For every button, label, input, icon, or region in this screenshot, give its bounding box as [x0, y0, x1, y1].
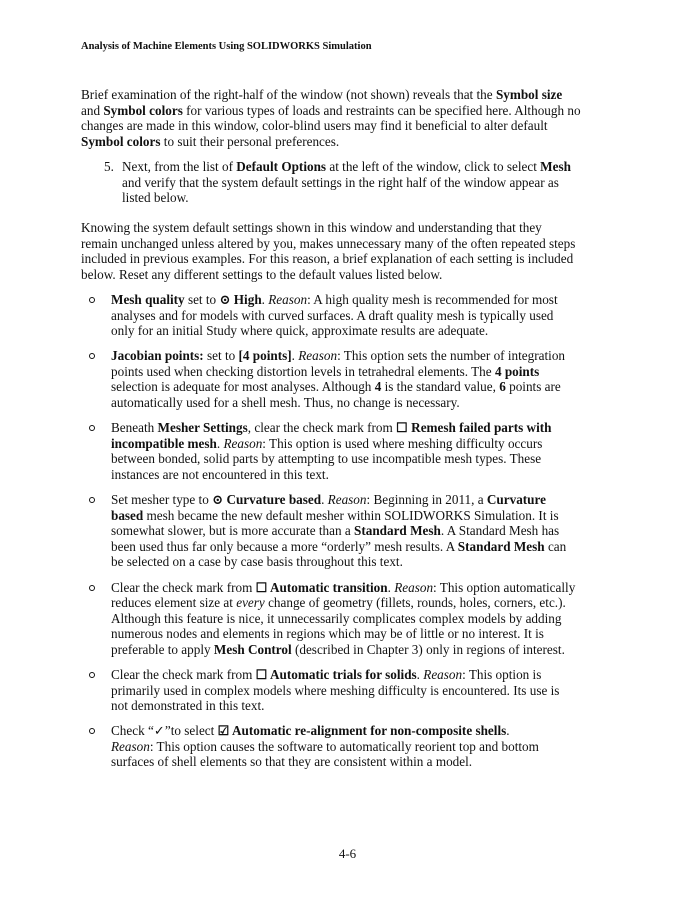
- list-item-automatic-realignment: [87, 723, 577, 770]
- text-run: can be selected on a case by case basis throughout this text.: [111, 538, 567, 570]
- list-item-automatic-trials: [87, 667, 577, 714]
- text-run: Next, from the list of: [122, 159, 237, 174]
- bold-term: Mesh Control: [213, 641, 292, 657]
- text-run: Clear the check mark from: [111, 579, 256, 595]
- text-run: : This option is primarily used in complex models where meshing difficulty is encountered. Its use is not demonstrated in this text.: [111, 666, 560, 714]
- bold-term: ⊙ Curvature based: [212, 492, 322, 508]
- bullet-circle-icon: [89, 728, 95, 734]
- reason-label: Reason: [327, 492, 367, 508]
- reason-label: Reason: [223, 435, 263, 451]
- text-run: and: [81, 102, 104, 118]
- text-run: : This option automatically reduces element size at: [111, 579, 576, 611]
- text-run: is the standard value,: [381, 379, 500, 395]
- bold-term: ☐ Automatic trials for solids: [255, 666, 417, 682]
- bold-term: 4 points: [494, 363, 540, 379]
- text-run: , clear the check mark from: [247, 420, 397, 436]
- defaults-paragraph: Knowing the system default settings shown in this window and understanding that they remain unchanged unless altered by you, makes unnecessary many of the often repeated steps included in previous examples. For this reason, a brief explanation of each setting is included below. Reset any different settings to the default values listed below.: [81, 220, 576, 282]
- text-run: Check “✓”to select: [111, 723, 218, 739]
- text-run: .: [291, 348, 299, 364]
- reason-label: Reason: [268, 292, 308, 307]
- text-run: (described in Chapter 3) only in regions of interest.: [291, 641, 565, 657]
- list-item-remesh-failed-parts: [87, 420, 577, 482]
- text-run: .: [321, 492, 328, 508]
- text-run: and verify that the system default settings in the right half of the window appear as listed below.: [122, 174, 559, 206]
- running-header: Analysis of Machine Elements Using SOLIDWORKS Simulation: [81, 41, 372, 52]
- step-5: [104, 159, 574, 206]
- bold-term: 4: [374, 379, 382, 395]
- step-number: 5.: [104, 159, 114, 174]
- reason-label: Reason: [111, 738, 150, 754]
- bold-term: Symbol size: [495, 87, 563, 102]
- step-text: [122, 159, 574, 206]
- reason-label: Reason: [423, 666, 463, 682]
- text-run: : A high quality mesh is recommended for most analyses and for models with curved surfaces. A draft quality mesh is typically used only for an initial Study where quick, approximate results are adequate.: [111, 292, 558, 339]
- text-run: mesh became the new default mesher within SOLIDWORKS Simulation. It is somewhat slower, but is more accurate than a: [111, 507, 559, 539]
- bold-term: Curvature based: [111, 492, 546, 523]
- text-run: .: [416, 666, 424, 682]
- text-run: : This option sets the number of integration points used when checking distortion levels in tetrahedral elements. The: [111, 348, 566, 379]
- list-item-mesh-quality: [87, 292, 577, 339]
- page-number: 4-6: [338, 846, 357, 861]
- text-run: .: [387, 579, 395, 595]
- text-run: for various types of loads and restraints can be specified here. Although no changes are made in this window, color-blind users may find it beneficial to alter default: [81, 102, 581, 134]
- italic-term: every: [236, 595, 265, 611]
- bullet-circle-icon: [89, 672, 95, 678]
- bullet-circle-icon: [89, 297, 95, 303]
- bold-term: Mesh: [540, 159, 571, 174]
- text-run: .: [261, 292, 269, 307]
- bullet-circle-icon: [89, 353, 95, 359]
- text-run: Clear the check mark from: [111, 666, 256, 682]
- bold-term: ☐ Remesh failed parts with incompatible mesh: [111, 420, 552, 451]
- text-run: : This option causes the software to automatically reorient top and bottom surfaces of shell elements so that they are consistent within a model.: [111, 738, 539, 770]
- bold-term: Jacobian points:: [111, 348, 204, 364]
- bullet-circle-icon: [89, 497, 95, 503]
- text-run: selection is adequate for most analyses. Although: [111, 379, 375, 395]
- mesh-settings-list: [87, 292, 577, 780]
- text-run: : Beginning in 2011, a: [366, 492, 487, 508]
- text-run: points are automatically used for a shell mesh. Thus, no change is necessary.: [111, 379, 561, 411]
- text-run: Set mesher type to: [111, 492, 213, 508]
- bold-term: ☐ Automatic transition: [255, 579, 388, 595]
- text-run: Beneath: [111, 420, 158, 436]
- text-run: .: [216, 435, 224, 451]
- text-run: change of geometry (fillets, rounds, holes, corners, etc.). Although this feature is nice, it unnecessarily complicates complex models by adding numerous nodes and elements in regions which may be of little or no interest. It is preferable to apply: [111, 595, 566, 657]
- bold-term: Standard Mesh: [354, 523, 441, 539]
- bold-term: Symbol colors: [81, 133, 161, 149]
- list-item-jacobian-points: [87, 348, 577, 410]
- bold-term: Symbol colors: [103, 102, 183, 118]
- list-item-automatic-transition: [87, 580, 577, 658]
- bold-term: ⊙ High: [219, 292, 262, 307]
- text-run: at the left of the window, click to select: [326, 159, 541, 174]
- bold-term: Default Options: [236, 159, 327, 174]
- bold-term: Mesher Settings: [157, 420, 248, 436]
- bold-term: Mesh quality: [111, 292, 185, 307]
- text-run: Brief examination of the right-half of the window (not shown) reveals that the: [81, 87, 496, 102]
- intro-paragraph: [81, 87, 581, 149]
- text-run: set to: [203, 348, 239, 364]
- bold-term: ☑ Automatic re-alignment for non-composite shells: [217, 723, 507, 739]
- reason-label: Reason: [394, 579, 434, 595]
- text-run: . A Standard Mesh has been used thus far only because a more “orderly” mesh results. A: [111, 523, 560, 554]
- bullet-circle-icon: [89, 585, 95, 591]
- bold-term: 6: [499, 379, 506, 395]
- bullet-circle-icon: [89, 425, 95, 431]
- text-run: to suit their personal preferences.: [160, 133, 340, 149]
- list-item-curvature-based: [87, 492, 577, 570]
- text-run: set to: [184, 292, 220, 307]
- bold-term: [4 points]: [238, 348, 292, 364]
- reason-label: Reason: [298, 348, 338, 364]
- text-run: .: [506, 723, 510, 739]
- text-run: : This option is used where meshing difficulty occurs between bonded, solid parts by attempting to use incompatible mesh types. These instances are not encountered in this text.: [111, 435, 543, 482]
- bold-term: Standard Mesh: [457, 538, 545, 554]
